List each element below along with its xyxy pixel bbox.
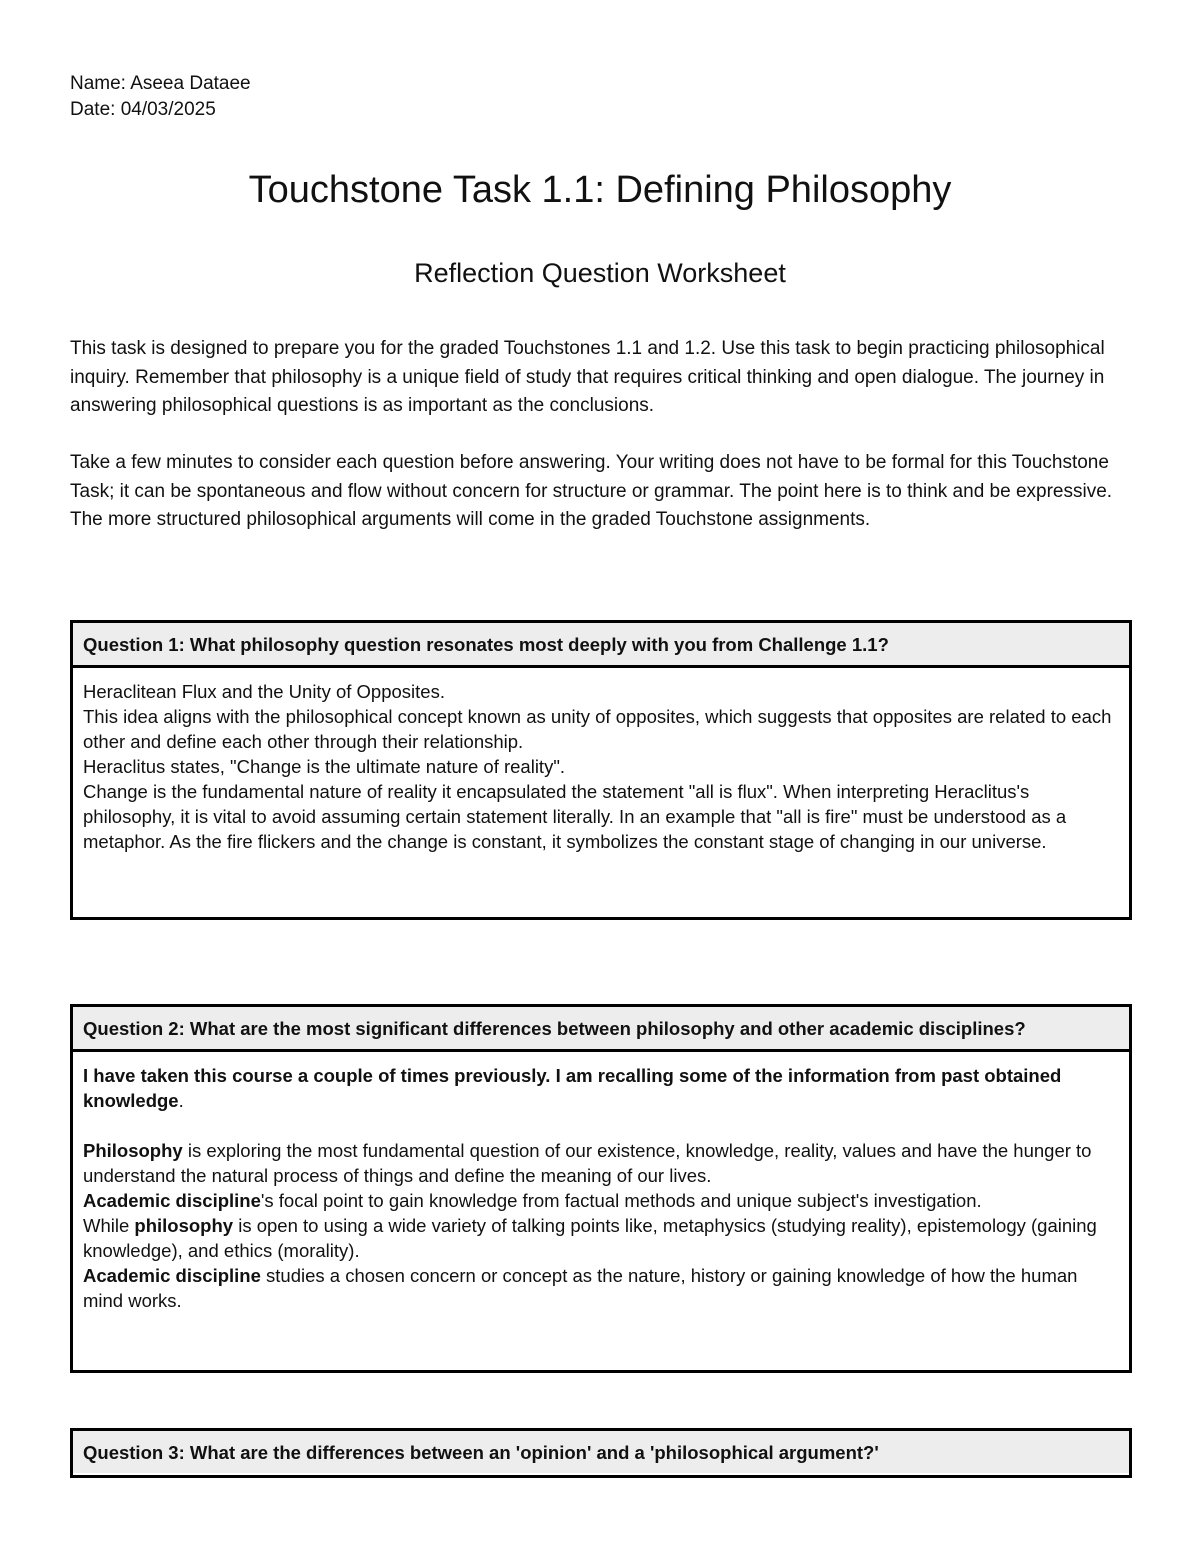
answer-note-bold: I have taken this course a couple of times previously. I am recalling some of the information from past obtained knowledge (83, 1065, 1062, 1111)
answer-line: This idea aligns with the philosophical concept known as unity of opposites, which suggests that opposites are related to each other and define each other through their relationship. (83, 706, 1112, 752)
answer-line: Heraclitus states, "Change is the ultimate nature of reality". (83, 756, 566, 777)
question-2-heading: Question 2: What are the most significant differences between philosophy and other academic disciplines? (73, 1007, 1129, 1052)
term-philosophy: Philosophy (83, 1140, 183, 1161)
question-1-answer[interactable] (73, 668, 1129, 862)
answer-line: Change is the fundamental nature of reality it encapsulated the statement "all is flux". When interpreting Heraclitus's philosophy, it is vital to avoid assuming certain statement literally. In an example that "all is fire" must be understood as a metaphor. As the fire flickers and the change is constant, it symbolizes the constant stage of changing in our universe. (83, 781, 1067, 852)
answer-paragraph (83, 1213, 1119, 1263)
answer-paragraph (83, 1263, 1119, 1313)
answer-paragraph (83, 1188, 1119, 1213)
question-1-heading: Question 1: What philosophy question resonates most deeply with you from Challenge 1.1? (73, 623, 1129, 668)
answer-text: is open to using a wide variety of talking points like, metaphysics (studying reality), epistemology (gaining knowledge), and ethics (morality). (83, 1215, 1097, 1261)
student-name: Name: Aseea Dataee (70, 73, 251, 94)
term-philosophy: philosophy (134, 1215, 234, 1236)
page-subtitle: Reflection Question Worksheet (414, 258, 786, 288)
page-title: Touchstone Task 1.1: Defining Philosophy (248, 169, 952, 211)
answer-text: studies a chosen concern or concept as the nature, history or gaining knowledge of how the human mind works. (83, 1265, 1078, 1311)
answer-paragraph (83, 1138, 1119, 1188)
question-2-box (70, 1004, 1132, 1373)
term-academic-discipline: Academic discipline (83, 1190, 261, 1211)
answer-text: While (83, 1215, 135, 1236)
question-3-heading: Question 3: What are the differences between an 'opinion' and a 'philosophical argument?' (73, 1431, 1129, 1473)
answer-note-end: . (178, 1090, 184, 1111)
paragraph-gap (83, 1113, 1119, 1138)
question-3-box (70, 1428, 1132, 1478)
submission-date: Date: 04/03/2025 (70, 99, 216, 120)
question-2-answer[interactable] (73, 1052, 1129, 1321)
answer-note (83, 1063, 1119, 1113)
student-info (70, 71, 251, 123)
intro-paragraph-1: This task is designed to prepare you for the graded Touchstones 1.1 and 1.2. Use this task to begin practicing philosophical inquiry. Remember that philosophy is a unique field of study that requires critical thinking and open dialogue. The journey in answering philosophical questions is as important as the conclusions. (70, 338, 1105, 416)
answer-text: 's focal point to gain knowledge from factual methods and unique subject's investigation. (260, 1190, 982, 1211)
question-1-box (70, 620, 1132, 920)
answer-line: Heraclitean Flux and the Unity of Opposites. (83, 681, 445, 702)
answer-text: is exploring the most fundamental question of our existence, knowledge, reality, values and have the hunger to understand the natural process of things and define the meaning of our lives. (83, 1140, 1092, 1186)
intro-paragraph-2: Take a few minutes to consider each question before answering. Your writing does not have to be formal for this Touchstone Task; it can be spontaneous and flow without concern for structure or grammar. The point here is to think and be expressive. The more structured philosophical arguments will come in the graded Touchstone assignments. (70, 452, 1113, 530)
term-academic-discipline: Academic discipline (83, 1265, 261, 1286)
